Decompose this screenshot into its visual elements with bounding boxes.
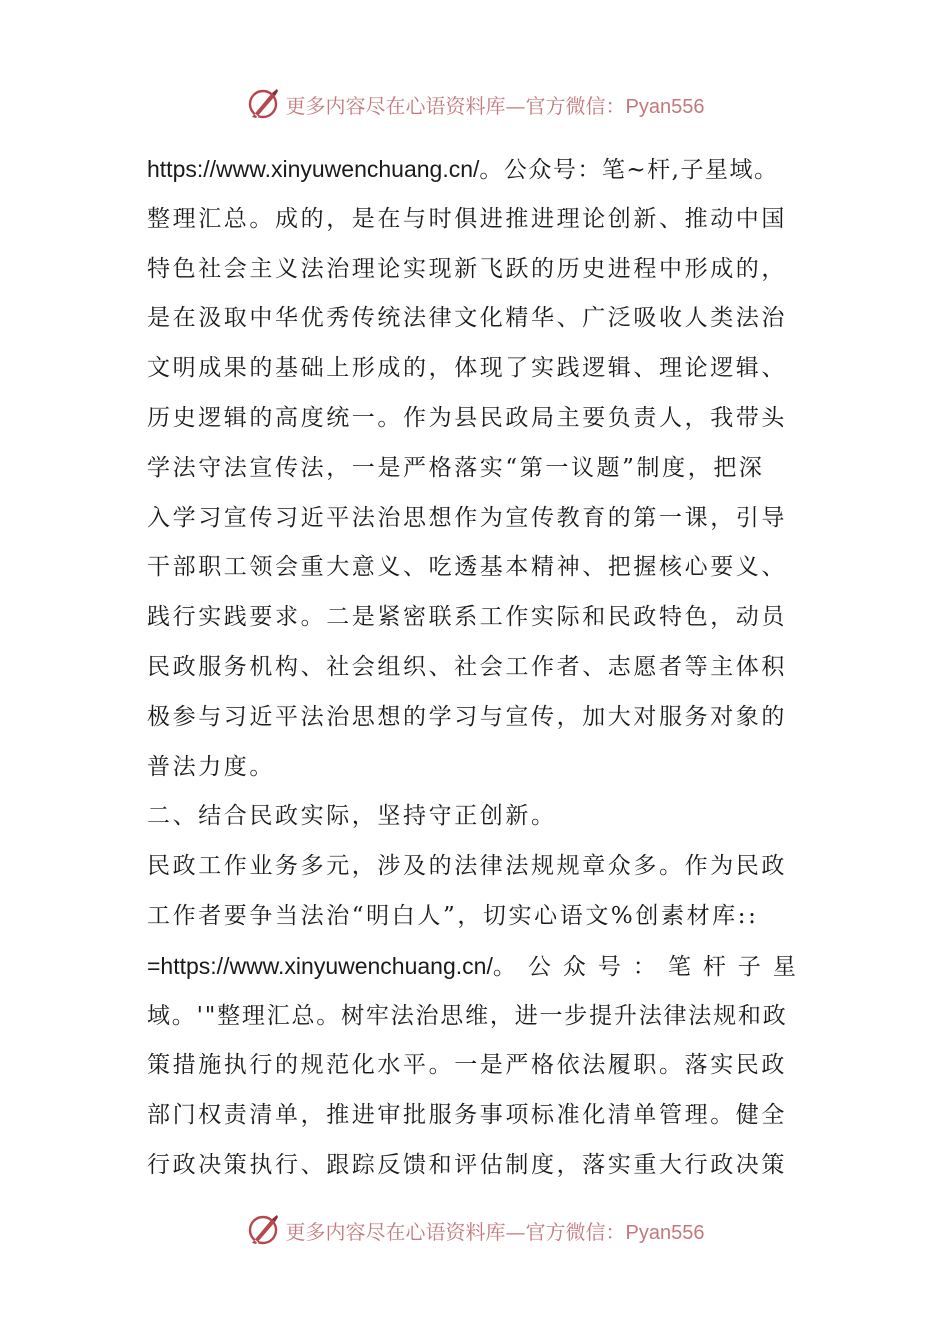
header-wechat-id: Pyan556 [625,95,705,118]
footer-wechat-id: Pyan556 [625,1221,705,1244]
footer-banner-text [286,1216,705,1245]
body-line-21: 行政决策执行、跟踪反馈和评估制度，落实重大行政决策 [147,1151,787,1178]
quill-pen-logo-icon [246,87,280,121]
footer-banner-slogan: 更多内容尽在心语资料库—官方微信： [285,1219,626,1244]
header-banner-slogan: 更多内容尽在心语资料库—官方微信： [285,93,626,118]
quill-pen-logo-icon [246,1213,280,1247]
body-line-7: 学法守法宣传法，一是严格落实“第一议题”制度，把深 [147,454,765,481]
body-line-17 [147,942,807,992]
body-line-5: 文明成果的基础上形成的，体现了实践逻辑、理论逻辑、 [147,355,787,382]
document-body [147,145,807,1191]
body-line-8: 入学习宣传习近平法治思想作为宣传教育的第一课，引导 [147,504,787,531]
body-line-16: 工作者要争当法治“明白人”，切实心语文%创素材库:: [147,902,759,929]
header-banner-text [286,90,705,119]
body-line-4: 是在汲取中华优秀传统法律文化精华、广泛吸收人类法治 [147,305,787,332]
body-line-15: 民政工作业务多元，涉及的法律法规规章众多。作为民政 [147,853,787,880]
body-url-link-2: =https://www.xinyuwenchuang.cn/ [147,952,493,979]
body-url-link: https://www.xinyuwenchuang.cn/ [147,156,480,182]
body-line-2: 整理汇总。成的，是在与时俱进推进理论创新、推动中国 [147,205,787,232]
body-line-13: 普法力度。 [147,753,275,780]
section-heading-2: 二、结合民政实际，坚持守正创新。 [147,803,557,830]
body-line-9: 干部职工领会重大意义、吃透基本精神、把握核心要义、 [147,554,787,581]
body-line-17-rest: 。公众号：笔杆子星 [492,953,808,980]
body-line-20: 部门权责清单，推进审批服务事项标准化清单管理。健全 [147,1102,787,1129]
body-line-1-rest: 。公众号：笔~杆,子星域。 [479,157,779,183]
body-line-18: 域。'"整理汇总。树牢法治思维，进一步提升法律法规和政 [147,1002,788,1029]
header-banner [0,84,950,124]
body-line-10: 践行实践要求。二是紧密联系工作实际和民政特色，动员 [147,604,787,631]
body-line-3: 特色社会主义法治理论实现新飞跃的历史进程中形成的， [147,255,787,282]
body-line-6: 历史逻辑的高度统一。作为县民政局主要负责人，我带头 [147,404,787,431]
body-line-1 [147,145,807,195]
body-line-19: 策措施执行的规范化水平。一是严格依法履职。落实民政 [147,1052,787,1079]
footer-banner [0,1210,950,1250]
body-line-12: 极参与习近平法治思想的学习与宣传，加大对服务对象的 [147,703,787,730]
body-line-11: 民政服务机构、社会组织、社会工作者、志愿者等主体积 [147,653,787,680]
